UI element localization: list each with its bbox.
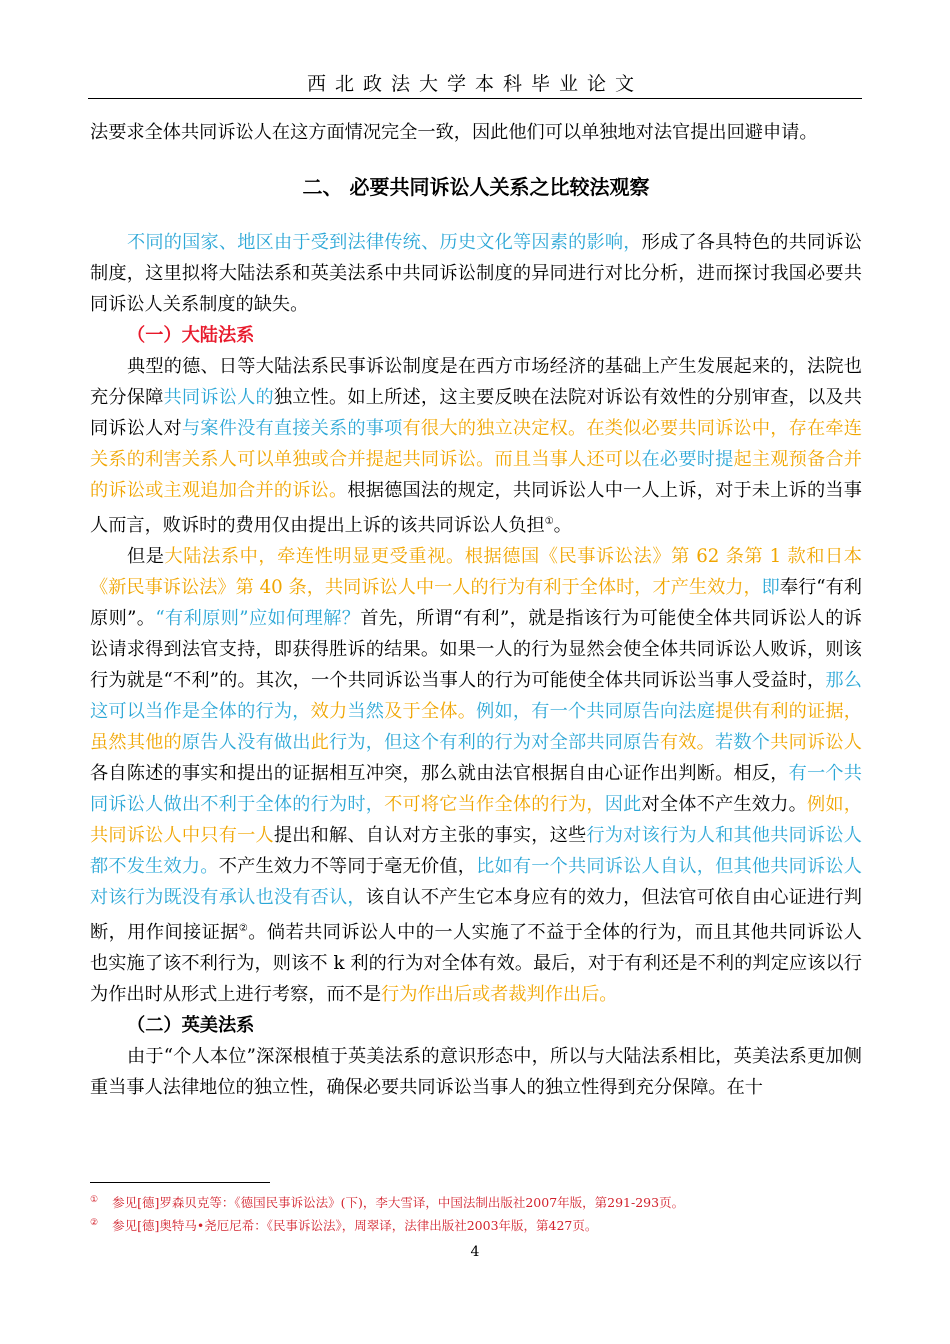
text-run: 但是 xyxy=(127,546,165,568)
document-body xyxy=(90,117,862,1103)
highlight-run: 原告人没有做出 xyxy=(181,732,311,754)
text-run: 法要求全体共同诉讼人在这方面情况完全一致，因此他们可以单独地对法官提出回避申请。 xyxy=(90,122,818,143)
highlight-run: 在必要时提 xyxy=(641,449,734,470)
footnote-mark: ① xyxy=(90,1195,99,1205)
highlight-run: 共同诉讼人 xyxy=(770,732,862,754)
highlight-run: 与案件没有直接关系的事项 xyxy=(181,418,403,439)
text-run: 典型的德、日等大陆法系民事诉讼制度是在西方市场经济的基础上产生发展起来的，法院也充分保障 xyxy=(90,356,862,408)
highlight-run: 有一个共同诉讼人做出不利于全体的行为时， xyxy=(90,763,862,816)
section-heading: 二、 必要共同诉讼人关系之比较法观察 xyxy=(302,175,650,199)
highlight-run: 不可将它当作全体的行为， xyxy=(384,794,605,816)
highlight-run: 共同诉讼人的 xyxy=(163,387,274,408)
footnote-ref[interactable]: ① xyxy=(544,516,554,527)
highlight-run: 及于全体。 xyxy=(384,701,477,723)
text-run: 奉行“有利原则”。 xyxy=(90,577,862,630)
text-run: 该自认不产生它本身应有的效力，但法官可依自由心证进行判断，用作间接证据 xyxy=(90,887,862,944)
text-run: 不产生效力不等同于毫无价值， xyxy=(218,856,477,878)
paragraph-continuation xyxy=(90,117,862,148)
paragraph-continental-2 xyxy=(90,541,862,1010)
paragraph-common-law-1 xyxy=(90,1041,862,1103)
highlight-run: 行为，但这个有利的行为对全部 xyxy=(329,732,587,754)
highlight-run: 比如有一个共同诉讼人自认，但其他共同诉讼人对该行为既没有承认也没有否认， xyxy=(90,856,862,909)
text-run: 首先，所谓“有利”，就是指该行为可能使全体共同诉讼人的诉讼请求得到法官支持，即获得胜诉的结果。如果一人的行为显然会使全体共同诉讼人败诉，则该行为就是“不利”的。其次，一个共同诉讼当事人的行为可能使全体共同诉讼当事人受益时， xyxy=(90,608,862,692)
text-run: 形成了各具特色的共同诉讼制度，这里拟将大陆法系和英美法系中共同诉讼制度的异同进行对比分析，进而探讨我国必要共同诉讼人关系制度的缺失。 xyxy=(90,232,862,315)
footnote-rule xyxy=(90,1182,270,1183)
highlight-run: 若数个 xyxy=(715,732,771,754)
page-number: 4 xyxy=(470,1244,480,1260)
text-run: 独立性。如上所述，这主要反映在法院对诉讼有效性的分别审查，以及共同诉讼人对 xyxy=(90,387,862,439)
highlight-run: 有很大的独立决定权。 xyxy=(402,418,587,439)
footnote-2 xyxy=(90,1213,862,1236)
text-run: 对全体不产生效力。 xyxy=(641,794,807,816)
footnote-mark: ② xyxy=(90,1218,99,1229)
highlight-run: 提供有利的证据，虽然其他的 xyxy=(90,701,862,754)
highlight-run: 有效。 xyxy=(659,732,716,754)
highlight-run: 共同原告 xyxy=(586,732,660,754)
highlight-run: 行为对该行为人和其他共同诉讼人都不发生效力。 xyxy=(90,825,862,878)
paragraph-continental-1 xyxy=(90,351,862,541)
highlight-run: 效力 xyxy=(310,701,348,723)
text-run: 根据德国法的规定，共同诉讼人中一人上诉，对于未上诉的当事人而言，败诉时的费用仅由提出上诉的该共同诉讼人负担 xyxy=(90,480,862,537)
highlight-run: 不同的国家、地区由于受到法律传统、历史文化等因素的影响， xyxy=(127,232,642,253)
text-run: 由于“个人本位”深深根植于英美法系的意识形态中，所以与大陆法系相比，英美法系更加侧重当事人法律地位的独立性，确保必要共同诉讼当事人的独立性得到充分保障。在十 xyxy=(90,1046,862,1099)
header-rule xyxy=(88,98,862,99)
text-run: 。倘若共同诉讼人中的一人实施了不益于全体的行为，而且其他共同诉讼人也实施了该不利行为，则该不 k 利的行为对全体有效。最后，对于有利还是不利的判定应该以行为作出时从形式上进行考察，而不是 xyxy=(90,922,862,1006)
highlight-run: 起主观预备合并的诉讼或主观追加合并的诉讼。 xyxy=(90,449,862,501)
footnote-text: 参见[德]奥特马•尧厄尼希：《民事诉讼法》，周翠译，法律出版社2003年版，第427页。 xyxy=(112,1218,598,1234)
subsection-heading-common-law: （二）英美法系 xyxy=(127,1015,255,1037)
highlight-run: 例如，有一个共同原告向法庭 xyxy=(476,701,716,723)
highlight-run: 当然 xyxy=(347,701,385,723)
footnote-text: 参见[德]罗森贝克等：《德国民事诉讼法》(下)，李大雪译，中国法制出版社2007年版，第291-293页。 xyxy=(112,1195,685,1211)
highlight-run: 例如，共同诉讼人中只有一人 xyxy=(90,794,862,847)
footnote-1 xyxy=(90,1190,862,1213)
footnote-ref[interactable]: ② xyxy=(238,923,249,935)
paragraph-intro xyxy=(90,227,862,320)
highlight-run: 即 xyxy=(761,577,780,599)
highlight-run: 行为作出后或者裁判作出后。 xyxy=(381,984,618,1006)
highlight-run: 因此 xyxy=(604,794,642,816)
text-run: 提出和解、自认对方主张的事实，这些 xyxy=(273,825,587,847)
highlight-run: 在类似必要共同诉讼中，存在牵连关系的利害关系人可以单独或合并提起共同诉讼。而且当事人还可以 xyxy=(90,418,862,470)
highlight-run: 大陆法系中，牵连性明显更受重视。根据德国《民事诉讼法》第 62 条第 1 款和日本《新民事诉讼法》第 40 条，共同诉讼人中一人的行为有利于全体时，才产生效力， xyxy=(90,546,862,599)
footnotes xyxy=(90,1190,862,1236)
highlight-run: “有利原则”应如何理解？ xyxy=(155,608,361,630)
highlight-run: 那么这可以当作是全体的行为， xyxy=(90,670,862,723)
text-run: 各自陈述的事实和提出的证据相互冲突，那么就由法官根据自由心证作出判断。相反， xyxy=(90,763,789,785)
subsection-heading-continental: （一）大陆法系 xyxy=(127,325,255,346)
page-header-title: 西北政法大学本科毕业论文 xyxy=(306,73,643,95)
text-run: 。 xyxy=(553,515,572,537)
highlight-run: 此 xyxy=(310,732,329,754)
